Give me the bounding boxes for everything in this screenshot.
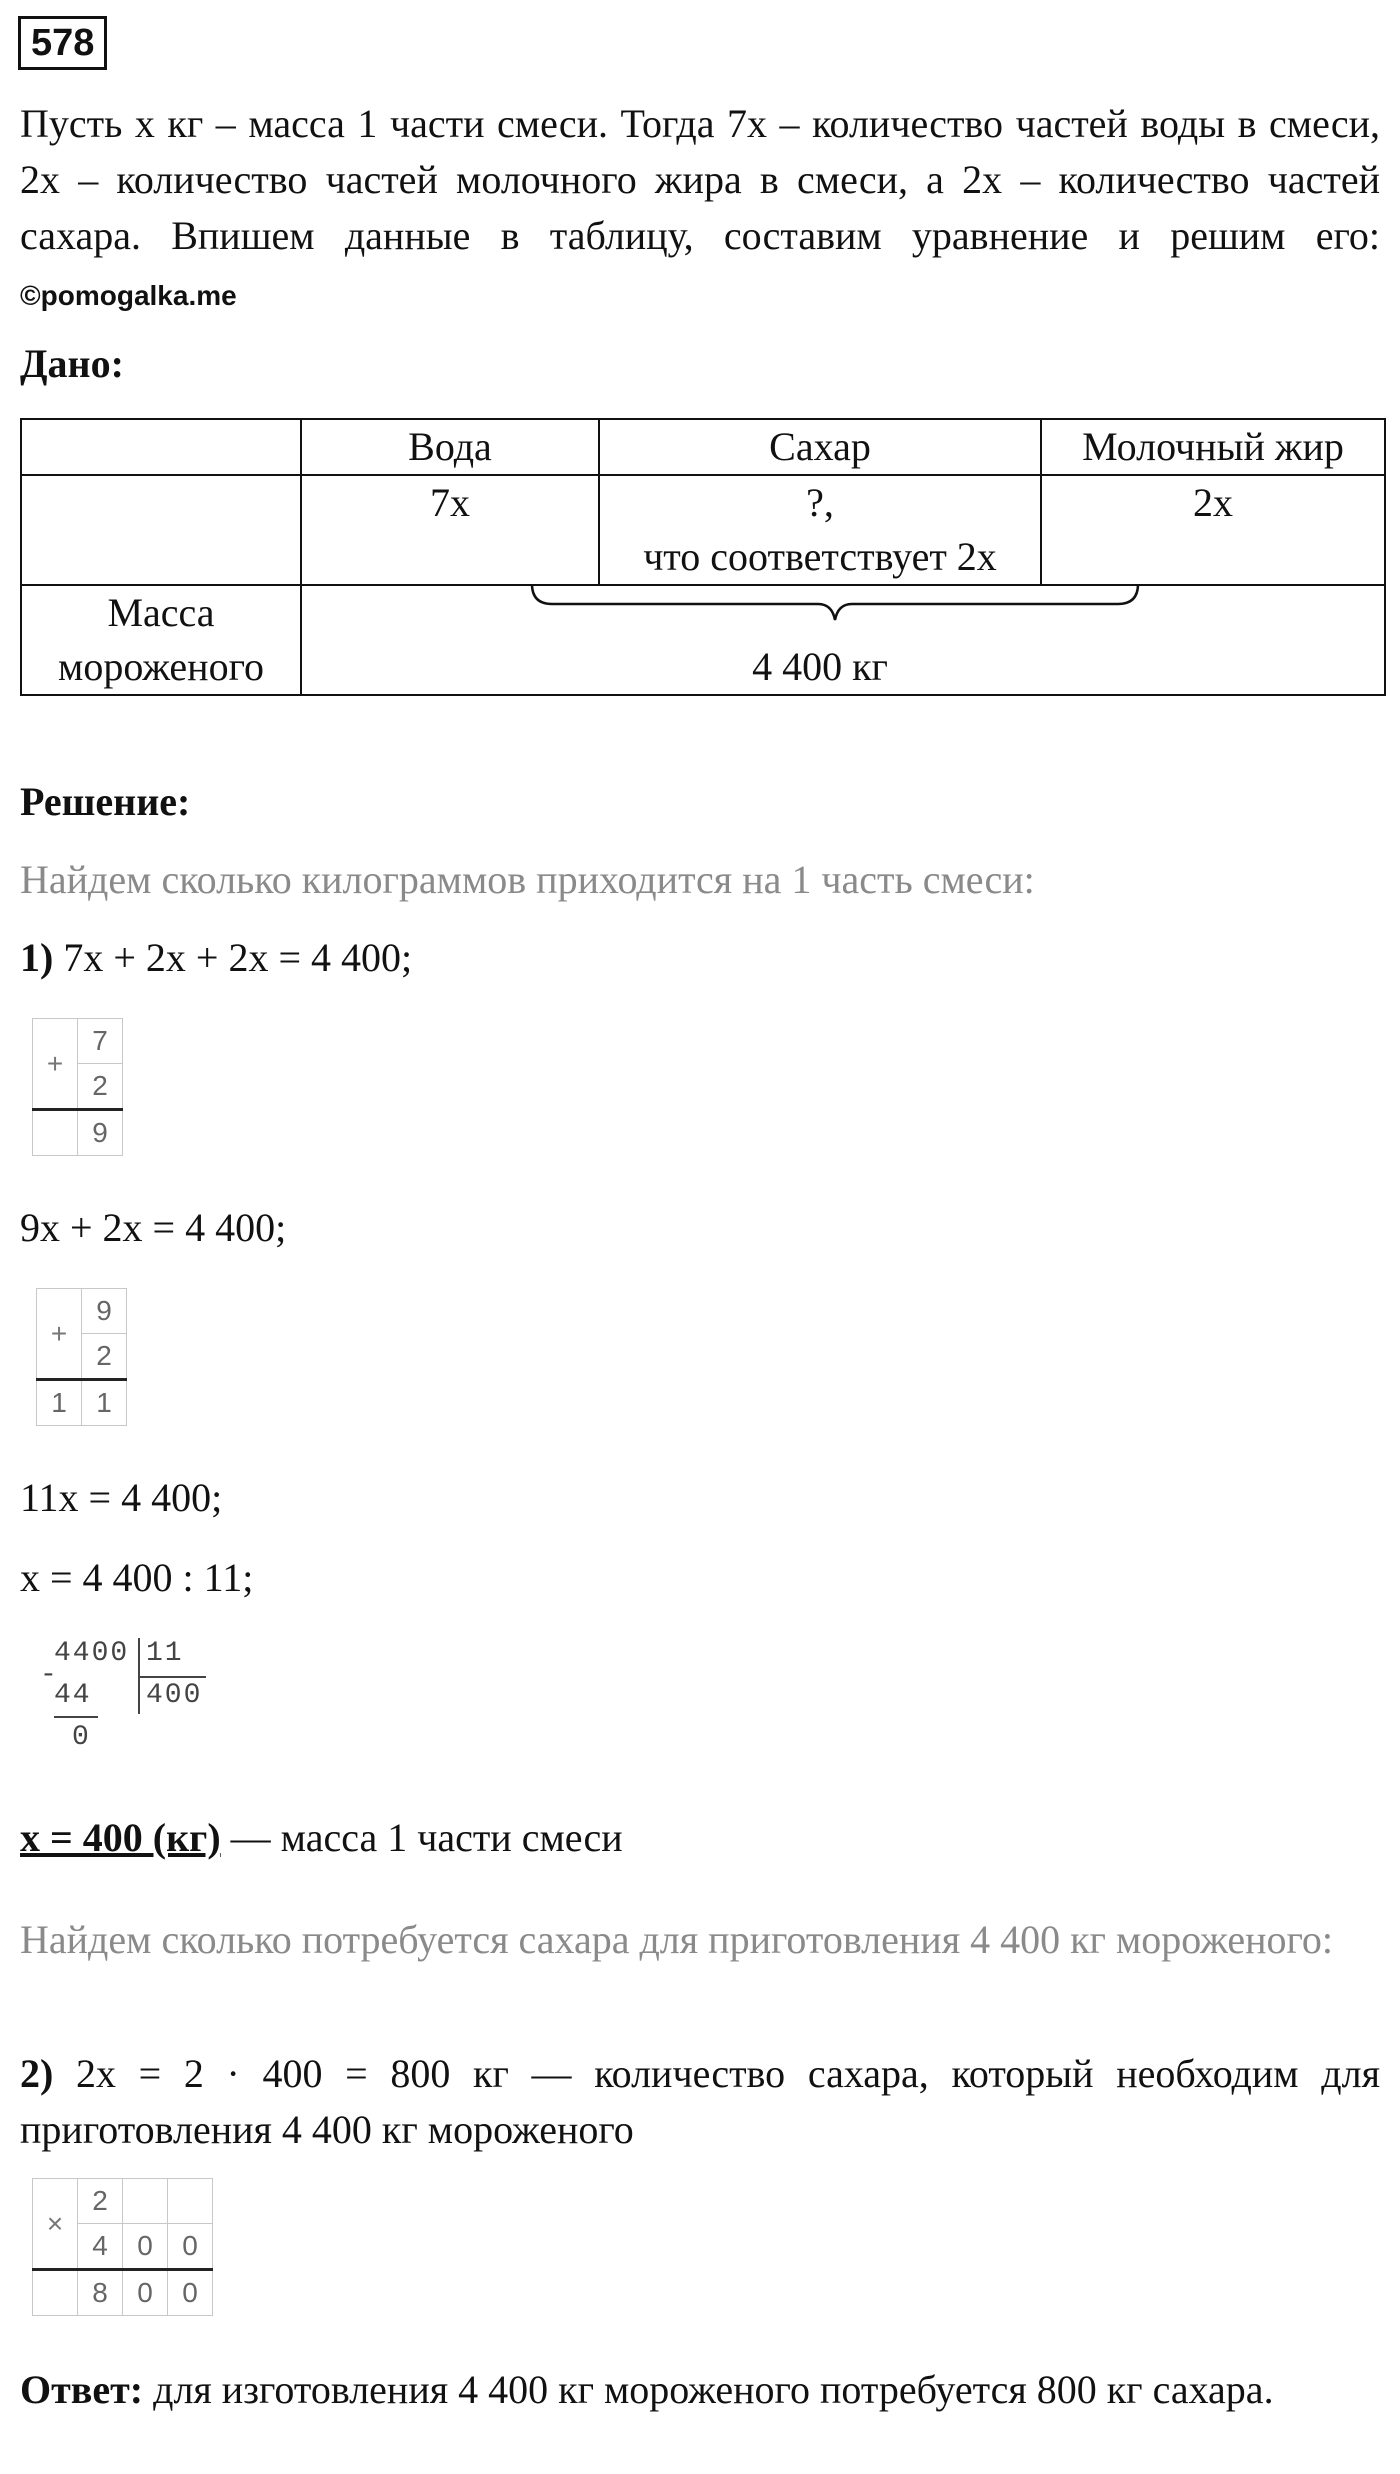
calc3-b-1: 4: [78, 2224, 123, 2270]
division-remainder: 0: [72, 1722, 91, 1753]
calc3-result-empty: [33, 2270, 78, 2316]
calc1-addend-1: 7: [78, 1019, 123, 1064]
intro-paragraph: [20, 96, 1380, 324]
table-header-fat: Молочный жир: [1041, 419, 1385, 475]
division-quotient: 400: [146, 1680, 203, 1711]
calc2-addend-1: 9: [82, 1289, 127, 1334]
calc2-result-digit-2: 1: [82, 1380, 127, 1426]
result-1-value: x = 400 (кг): [20, 1815, 221, 1860]
calc3-b-3: 0: [168, 2224, 213, 2270]
table-header-sugar: Сахар: [599, 419, 1041, 475]
division-divisor: 11: [146, 1638, 184, 1669]
mass-label-line1: Масса: [107, 590, 215, 635]
table-cell-fat: 2x: [1041, 475, 1385, 585]
table-row1-label: [21, 475, 301, 585]
brace-icon: [530, 580, 1140, 640]
table-cell-sugar: [599, 475, 1041, 585]
solution-heading: Решение:: [20, 779, 191, 824]
watermark: ©pomogalka.me: [20, 280, 237, 311]
calc1-result: 9: [78, 1110, 123, 1156]
problem-number: 578: [18, 16, 107, 70]
step1-equation: [20, 930, 412, 986]
step1-intro: Найдем сколько килограммов приходится на 1 часть смеси:: [20, 857, 1035, 902]
calc1-addend-2: 2: [78, 1064, 123, 1110]
equation-3: 11x = 4 400;: [20, 1475, 223, 1520]
calc1-result-empty: [33, 1110, 78, 1156]
calc3-b-2: 0: [123, 2224, 168, 2270]
sugar-note: что соответствует 2x: [643, 534, 997, 579]
total-mass: 4 400 кг: [752, 644, 888, 689]
table-row2-label: [21, 585, 301, 695]
step1-eq-text: 7x + 2x + 2x = 4 400;: [63, 935, 413, 980]
calc-addition-1: [32, 1018, 123, 1156]
result-1-text: — масса 1 части смеси: [220, 1815, 623, 1860]
equation-2: 9x + 2x = 4 400;: [20, 1205, 287, 1250]
division-subtrahend: 44: [54, 1680, 92, 1711]
calc3-a-2: [123, 2179, 168, 2224]
long-division: [40, 1634, 240, 1764]
calc-multiplication: [32, 2178, 213, 2316]
plus-icon: +: [37, 1289, 82, 1380]
division-dividend: 4400: [54, 1638, 130, 1669]
answer-paragraph: [20, 2362, 1380, 2418]
result-1: [20, 1810, 623, 1866]
mass-label-line2: мороженого: [58, 644, 264, 689]
step2-number: 2): [20, 2051, 54, 2096]
calc3-result-3: 0: [168, 2270, 213, 2316]
step2-intro: Найдем сколько потребуется сахара для приготовления 4 400 кг мороженого:: [20, 1917, 1334, 1962]
calc3-result-1: 8: [78, 2270, 123, 2316]
table-header-empty: [21, 419, 301, 475]
sugar-unknown: ?,: [806, 480, 834, 525]
intro-text: Пусть x кг – масса 1 части смеси. Тогда 7x – количество частей воды в смеси, 2x – количество частей молочного жира в смеси, а 2x – количество частей сахара. Впишем данные в таблицу, составим уравнение и решим его:: [20, 101, 1380, 258]
given-heading: Дано:: [20, 341, 124, 386]
answer-text: для изготовления 4 400 кг мороженого потребуется 800 кг сахара.: [143, 2367, 1274, 2412]
calc3-result-2: 0: [123, 2270, 168, 2316]
answer-label: Ответ:: [20, 2367, 144, 2412]
calc2-addend-2: 2: [82, 1334, 127, 1380]
calc-addition-2: [36, 1288, 127, 1426]
equation-4: x = 4 400 : 11;: [20, 1555, 254, 1600]
step1-number: 1): [20, 935, 54, 980]
times-icon: ×: [33, 2179, 78, 2270]
step2-text: 2x = 2 · 400 = 800 кг — количество сахара, который необходим для приготовления 4 400 кг мороженого: [20, 2051, 1380, 2152]
table-header-water: Вода: [301, 419, 599, 475]
calc3-a-3: [168, 2179, 213, 2224]
step2-paragraph: [20, 2046, 1380, 2158]
plus-icon: +: [33, 1019, 78, 1110]
division-minus: -: [40, 1660, 59, 1691]
calc3-a-1: 2: [78, 2179, 123, 2224]
table-cell-water: 7x: [301, 475, 599, 585]
calc2-result-digit-1: 1: [37, 1380, 82, 1426]
